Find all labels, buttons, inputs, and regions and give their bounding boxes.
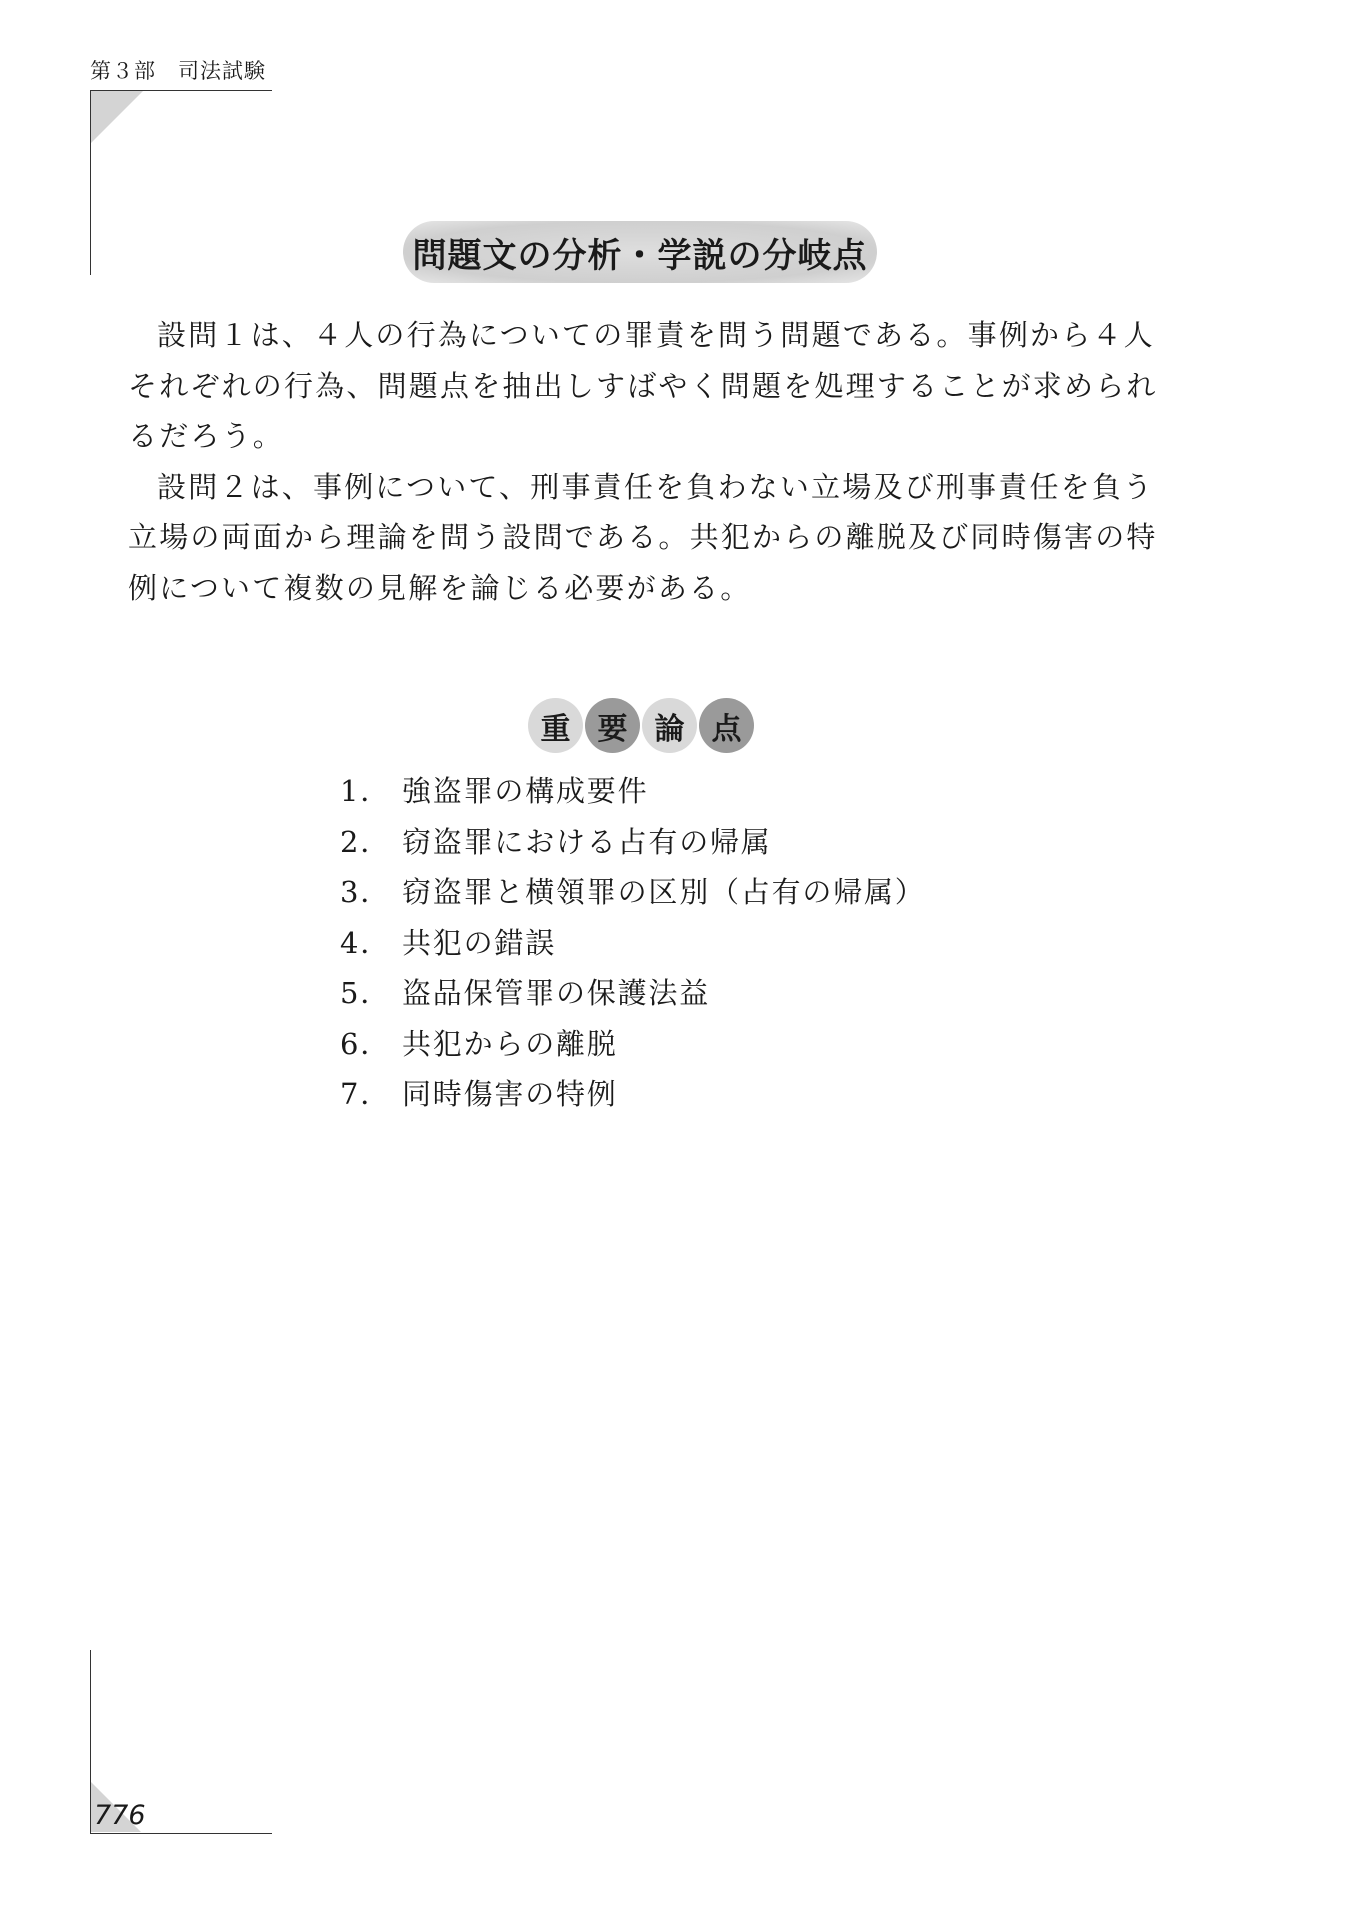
list-item [340,867,926,918]
list-item [340,968,926,1019]
list-item-number: 3． [340,875,392,909]
list-item-text: 窃盗罪と横領罪の区別（占有の帰属） [402,875,926,909]
list-item-text: 同時傷害の特例 [402,1077,618,1111]
list-item [340,766,926,817]
list-item-number: 6． [340,1026,392,1061]
page-number: 776 [94,1800,146,1831]
paragraph-question-1: 設問１は、４人の行為についての罪責を問う問題である。事例から４人それぞれの行為、問題点を抽出しすばやく問題を処理することが求められるだろう。 [128,318,1158,453]
list-item-number: 1． [340,774,392,808]
list-item-number: 2． [340,824,392,859]
list-item-text: 共犯からの離脱 [402,1026,618,1061]
running-header: 第３部 司法試験 [90,59,266,83]
section-title: 問題文の分析・学説の分岐点 [412,235,868,276]
key-points-list [340,766,926,1120]
section-title-pill [403,221,877,283]
heading-char-2: 要 [585,698,640,753]
corner-triangle-top [91,91,143,143]
heading-char-1: 重 [528,698,583,753]
paragraph-question-2: 設問２は、事例について、刑事責任を負わない立場及び刑事責任を負う立場の両面から理論を問う設問である。共犯からの離脱及び同時傷害の特例について複数の見解を論じる必要がある。 [128,469,1158,605]
list-item-number: 5． [340,976,392,1010]
list-item-text: 窃盗罪における占有の帰属 [402,824,772,859]
list-item [340,918,926,969]
footer-rule [90,1833,272,1834]
heading-char-3: 論 [642,698,697,753]
list-item-text: 盗品保管罪の保護法益 [402,976,711,1010]
list-item [340,1019,926,1070]
list-item-text: 強盗罪の構成要件 [402,774,649,808]
list-item-number: 7． [340,1077,392,1111]
list-item-text: 共犯の錯誤 [402,925,557,960]
list-item [340,817,926,868]
list-item-number: 4． [340,925,392,960]
list-item [340,1069,926,1120]
analysis-body [128,310,1160,613]
heading-char-4: 点 [699,698,754,753]
key-points-heading [528,698,754,756]
